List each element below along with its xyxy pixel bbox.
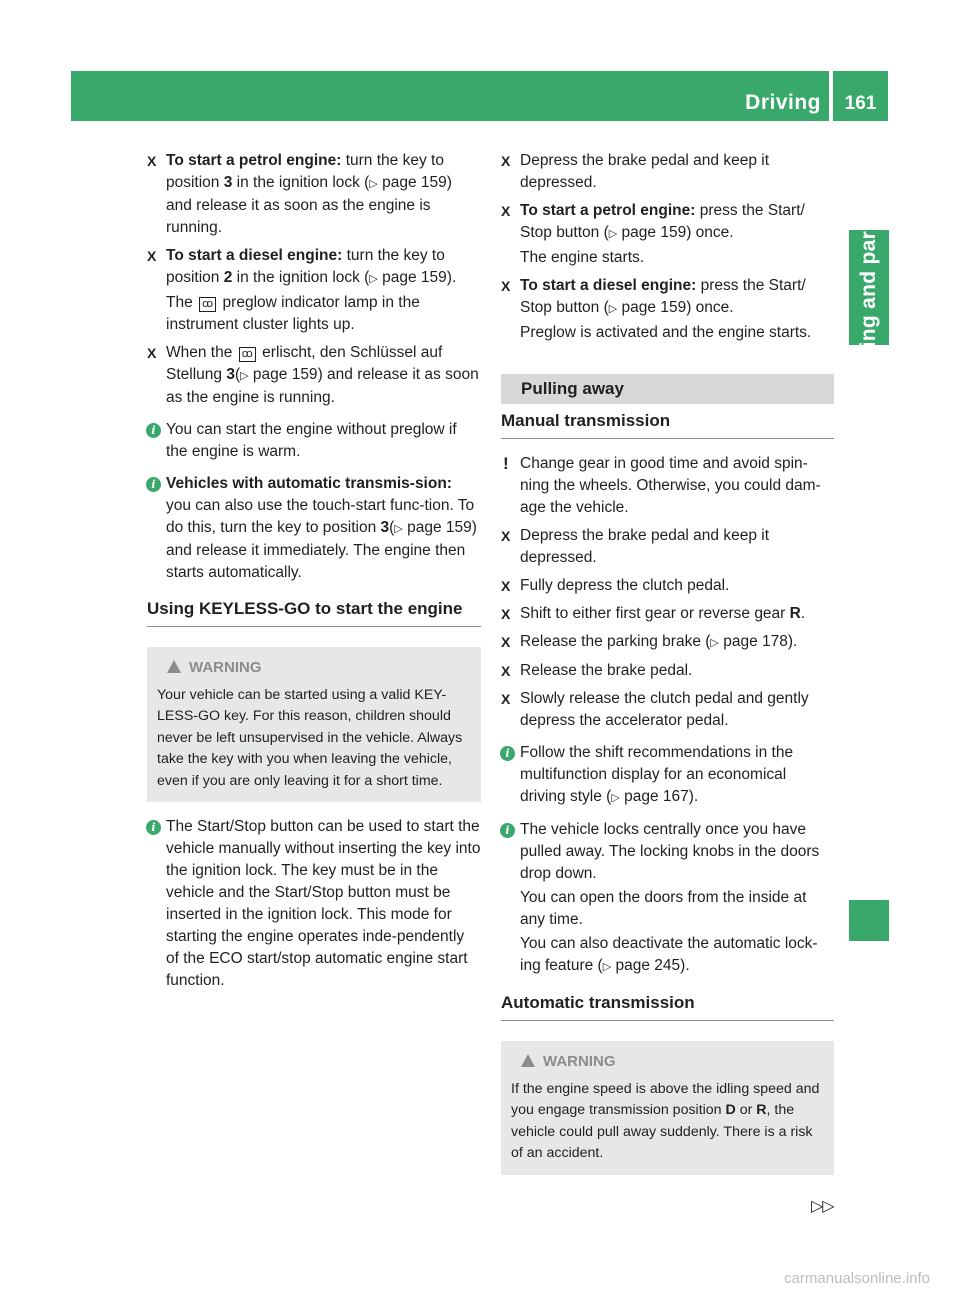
page-ref-icon: ▷ xyxy=(710,637,719,649)
warning-text: If the engine speed is above the idling speed and you engage transmission position D or R, the vehicle could pull away suddenly. There is a risk of an accident. xyxy=(511,1080,820,1161)
step-arrow-icon: X xyxy=(147,345,157,361)
info-note: i You can start the engine without preglow if the engine is warm. xyxy=(147,419,481,463)
header-page-block xyxy=(833,71,888,121)
watermark: carmanualsonline.info xyxy=(784,1270,930,1287)
info-icon: i xyxy=(500,823,515,838)
step-shift-gear: X Shift to either first gear or reverse gear R. xyxy=(501,603,834,625)
warning-icon xyxy=(521,1054,535,1067)
step-petrol-key: X To start a petrol engine: turn the key to position 3 in the ignition lock (▷ page 159) and release it as soon as the engine is running. xyxy=(147,152,452,236)
section-heading: Automatic transmission xyxy=(501,992,834,1021)
warning-text: Your vehicle can be started using a valid KEY-LESS-GO key. For this reason, children should never be left unsupervised in the vehicle. Always take the key with you when leaving the vehicle, even if you are only leaving it for a short time. xyxy=(157,686,463,789)
info-icon: i xyxy=(146,820,161,835)
right-column xyxy=(501,150,834,1189)
page-ref-link[interactable]: page 159 xyxy=(382,269,447,286)
step-arrow-icon: X xyxy=(501,528,511,544)
info-note: i The vehicle locks centrally once you have pulled away. The locking knobs in the doors drop down. You can open the doors from the inside at any time. You can also deactivate the automatic lock-ing feature (▷ page 245). xyxy=(501,819,834,978)
page-header xyxy=(71,71,888,121)
step-arrow-icon: X xyxy=(501,278,511,294)
warning-icon xyxy=(167,660,181,673)
page-ref-link[interactable]: page 167 xyxy=(624,788,689,805)
page-ref-link[interactable]: page 159 xyxy=(621,224,687,241)
page-ref-link[interactable]: page 159 xyxy=(621,299,687,316)
page-ref-icon: ▷ xyxy=(369,178,378,190)
step-clutch: X Fully depress the clutch pedal. xyxy=(501,575,834,597)
info-icon: i xyxy=(146,423,161,438)
info-icon: i xyxy=(500,746,515,761)
step-result: The ꝏ preglow indicator lamp in the instrument cluster lights up. xyxy=(166,294,420,333)
page-ref-icon: ▷ xyxy=(240,370,249,382)
step-diesel-button: X To start a diesel engine: press the Start/ Stop button (▷ page 159) once. Preglow is activated and the engine starts. xyxy=(501,275,834,344)
page-ref-icon: ▷ xyxy=(394,523,403,535)
step-parking-brake: X Release the parking brake (▷ page 178). xyxy=(501,631,834,654)
page-ref-icon: ▷ xyxy=(369,273,378,285)
step-result: Preglow is activated and the engine starts. xyxy=(520,324,812,341)
step-arrow-icon: X xyxy=(147,248,157,264)
step-diesel-key: X To start a diesel engine: turn the key to position 2 in the ignition lock (▷ page 159). The ꝏ preglow indicator lamp in the instrument cluster lights up. xyxy=(147,245,481,336)
step-arrow-icon: X xyxy=(147,153,157,169)
info-icon: i xyxy=(146,477,161,492)
info-note: i Vehicles with automatic transmis-sion: you can also use the touch-start func-tion. To do this, turn the key to position 3(▷ page 159) and release it immediately. The engine then starts automatically. xyxy=(147,473,481,584)
page-ref-icon: ▷ xyxy=(602,961,612,973)
warning-title: WARNING xyxy=(157,657,471,679)
page-number: 161 xyxy=(844,93,877,114)
left-column xyxy=(147,150,481,998)
info-note: i The Start/Stop button can be used to start the vehicle manually without inserting the key into the ignition lock. The key must be in the vehicle and the Start/Stop button must be inserted in the ignition lock. This mode for starting the engine operates inde-pendently of the ECO start/stop automatic engine start function. xyxy=(147,816,481,992)
step-arrow-icon: X xyxy=(501,691,511,707)
section-heading: Using KEYLESS-GO to start the engine xyxy=(147,598,481,627)
info-note: i Follow the shift recommendations in the multifunction display for an economical driving style (▷ page 167). xyxy=(501,742,834,809)
step-arrow-icon: X xyxy=(501,606,511,622)
step-result: The engine starts. xyxy=(520,249,645,266)
section-banner: Pulling away xyxy=(501,374,834,404)
page-ref-link[interactable]: page 245 xyxy=(615,957,681,974)
step-preglow-off: X When the ꝏ erlischt, den Schlüssel auf Stellung 3(▷ page 159) and release it as soon as the engine is running. xyxy=(147,344,479,406)
step-arrow-icon: X xyxy=(501,578,511,594)
page-ref-icon: ▷ xyxy=(611,792,620,804)
page-ref-link[interactable]: page 159 xyxy=(382,174,447,191)
step-arrow-icon: X xyxy=(501,153,511,169)
step-arrow-icon: X xyxy=(501,203,511,219)
step-release-brake: X Release the brake pedal. xyxy=(501,660,834,682)
page-ref-link[interactable]: page 159 xyxy=(252,366,318,383)
preglow-indicator-icon: ꝏ xyxy=(239,347,256,362)
section-heading: Manual transmission xyxy=(501,410,834,439)
notice-note: ! Change gear in good time and avoid spin-ning the wheels. Otherwise, you could dam-age the vehicle. xyxy=(503,454,821,516)
page-ref-icon: ▷ xyxy=(608,303,618,315)
chapter-tab-label: Driving and parking xyxy=(857,186,880,390)
preglow-indicator-icon: ꝏ xyxy=(199,297,216,312)
chapter-tab-marker xyxy=(849,900,889,941)
page-ref-link[interactable]: page 178 xyxy=(723,633,788,650)
continued-icon: ▷▷ xyxy=(811,1198,834,1215)
warning-box xyxy=(501,1041,834,1175)
page-ref-icon: ▷ xyxy=(608,228,618,240)
header-title-block xyxy=(71,71,829,121)
step-depress-brake-manual: X Depress the brake pedal and keep it depressed. xyxy=(501,527,770,566)
warning-box xyxy=(147,647,481,802)
section-title: Driving xyxy=(745,91,821,114)
step-depress-brake: X Depress the brake pedal and keep it depressed. xyxy=(501,152,770,191)
step-petrol-button: X To start a petrol engine: press the Start/ Stop button (▷ page 159) once. The engine starts. xyxy=(501,200,834,269)
page-ref-link[interactable]: page 159 xyxy=(407,519,472,536)
notice-icon: ! xyxy=(503,454,509,473)
warning-title: WARNING xyxy=(511,1051,824,1073)
step-arrow-icon: X xyxy=(501,634,511,650)
step-release-clutch: X Slowly release the clutch pedal and gently depress the accelerator pedal. xyxy=(501,690,809,729)
step-arrow-icon: X xyxy=(501,663,511,679)
